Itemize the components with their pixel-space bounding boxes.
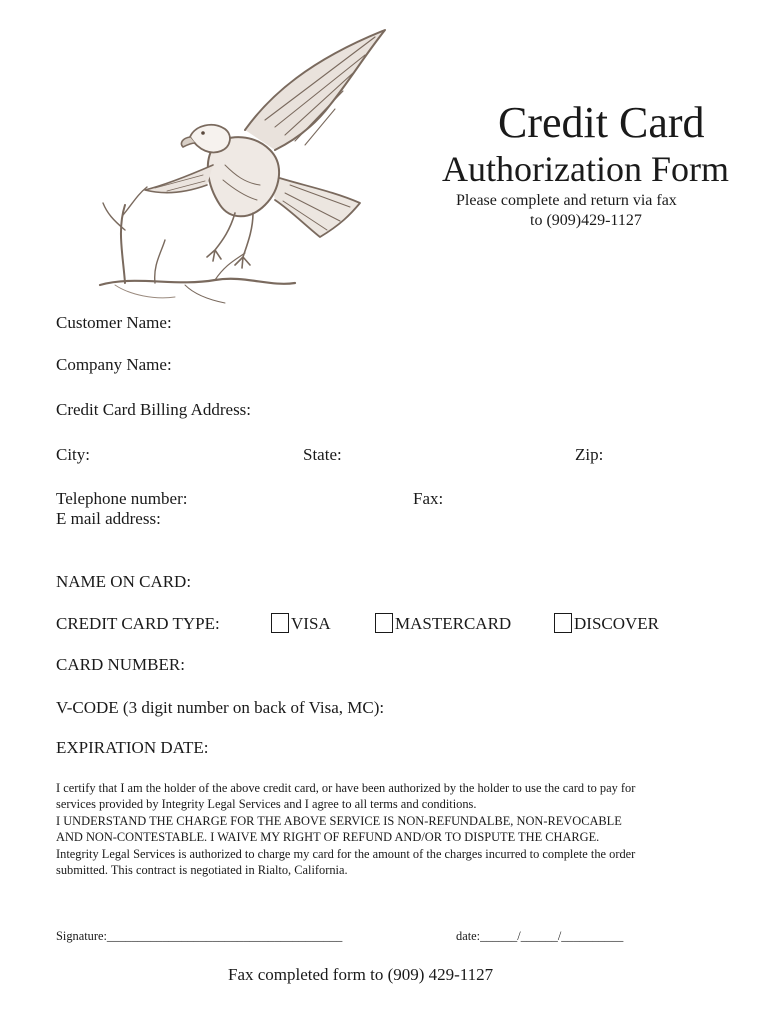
fax-instructions-line2: to (909)429-1127 [530, 212, 642, 229]
billing-address-label: Credit Card Billing Address: [56, 400, 252, 419]
vcode-label: V-CODE (3 digit number on back of Visa, MC): [56, 698, 385, 717]
mastercard-option-label: MASTERCARD [395, 614, 512, 633]
city-label: City: [56, 445, 91, 464]
form-title-line1: Credit Card [498, 98, 705, 147]
telephone-label: Telephone number: [56, 489, 188, 508]
fax-footer-text: Fax completed form to (909) 429-1127 [228, 965, 494, 984]
name-on-card-label: NAME ON CARD: [56, 572, 192, 591]
eagle-sketch-icon [95, 25, 395, 310]
fax-label: Fax: [413, 489, 444, 508]
date-line[interactable]: date:______/______/__________ [456, 929, 624, 943]
email-label: E mail address: [56, 509, 161, 528]
zip-label: Zip: [575, 445, 604, 464]
discover-option-label: DISCOVER [574, 614, 660, 633]
visa-option-label: VISA [291, 614, 331, 633]
discover-checkbox[interactable] [554, 613, 572, 633]
card-type-label: CREDIT CARD TYPE: [56, 614, 220, 633]
company-name-label: Company Name: [56, 355, 172, 374]
mastercard-checkbox[interactable] [375, 613, 393, 633]
certification-text: I certify that I am the holder of the above credit card, or have been authorized by the holder to use the card to pay for services provided by Integrity Legal Services and I agree to all terms and conditions. I UNDERSTAND THE CHARGE FOR THE ABOVE SERVICE IS NON-REFUNDALBE, NON-REVOCABLE AND NON-CONTESTABLE. I WAIVE MY RIGHT OF REFUND AND/OR TO DISPUTE THE CHARGE. Integrity Legal Services is authorized to charge my card for the amount of the charges incurred to complete the order submitted. This contract is negotiated in Rialto, California. [56, 781, 636, 878]
customer-name-label: Customer Name: [56, 313, 172, 332]
visa-checkbox[interactable] [271, 613, 289, 633]
form-title-line2: Authorization Form [442, 149, 729, 189]
expiration-date-label: EXPIRATION DATE: [56, 738, 209, 757]
fax-instructions-line1: Please complete and return via fax [456, 192, 677, 209]
state-label: State: [303, 445, 342, 464]
signature-line[interactable]: Signature:______________________________________ [56, 929, 343, 943]
card-number-label: CARD NUMBER: [56, 655, 185, 674]
